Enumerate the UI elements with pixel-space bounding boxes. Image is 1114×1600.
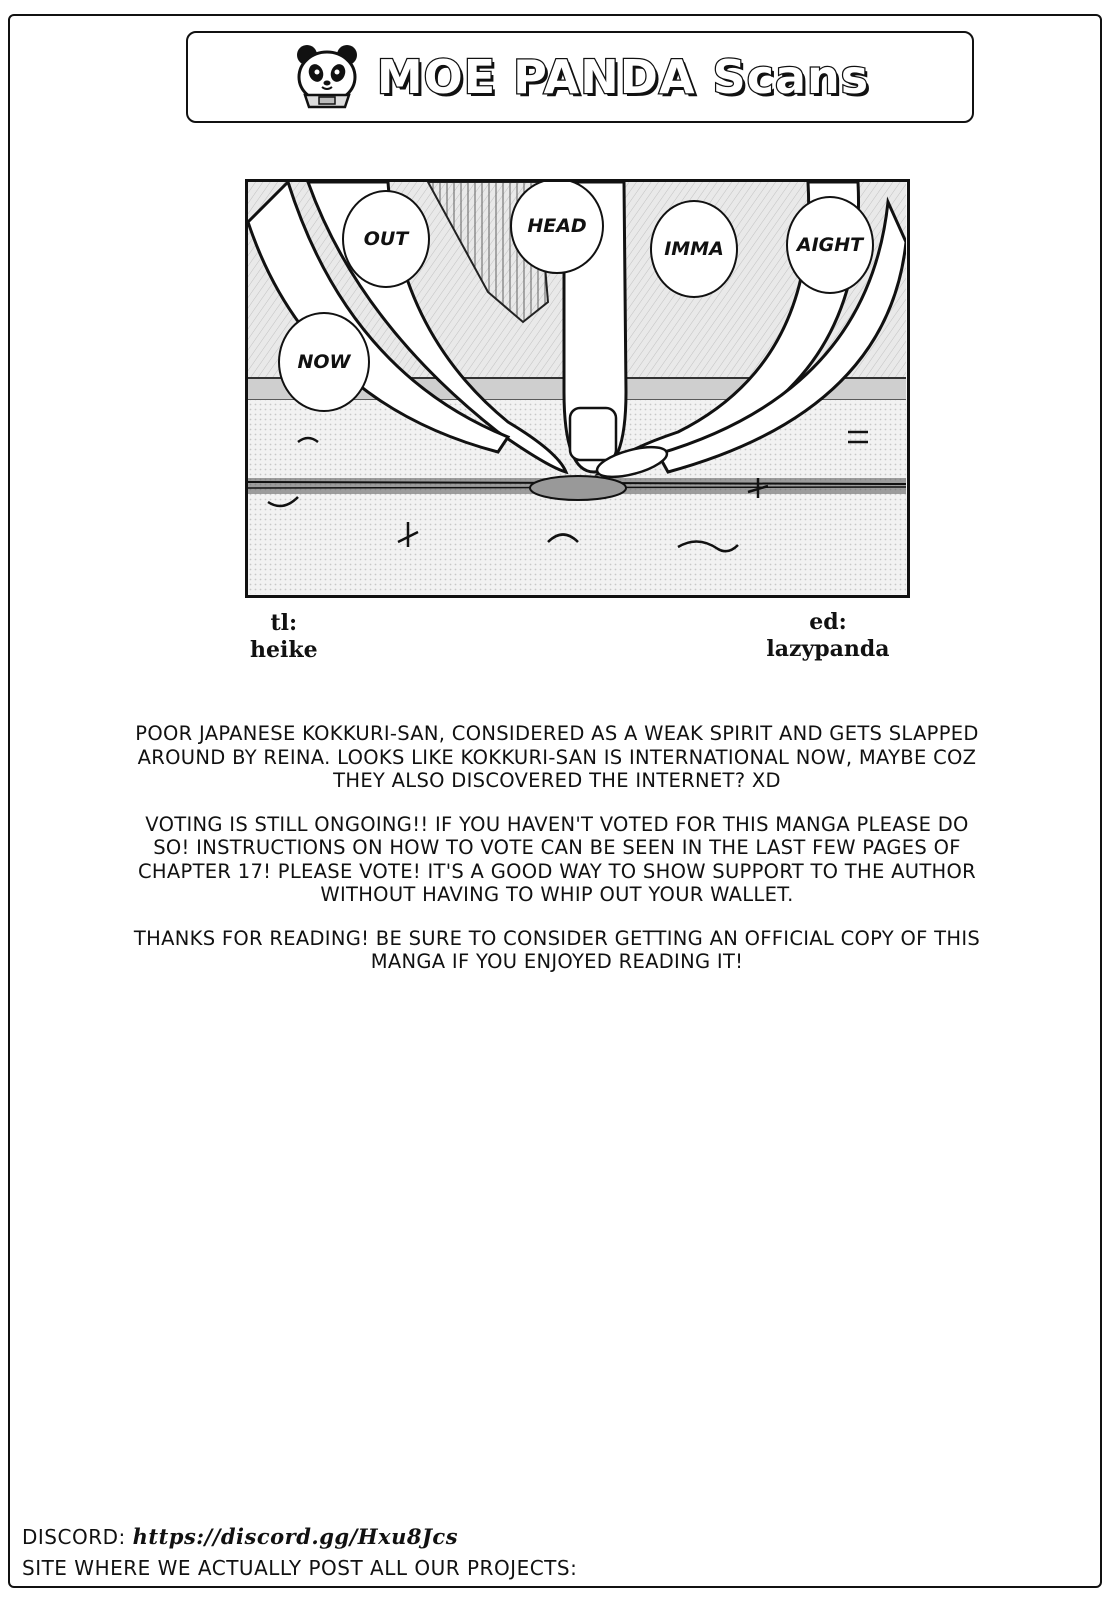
discord-label: DISCORD: — [22, 1525, 126, 1549]
translator-credit — [250, 610, 318, 664]
speech-bubble: AIGHT — [786, 196, 874, 294]
site-label: SITE WHERE WE ACTUALLY POST ALL OUR PROJECTS: — [22, 1556, 578, 1580]
panda-logo-icon — [291, 41, 363, 113]
speech-bubble: OUT — [342, 190, 430, 288]
translator-role: tl: — [270, 610, 298, 636]
editor-role: ed: — [809, 609, 847, 635]
editor-credit — [748, 609, 908, 663]
header-title: MOE PANDA Scans — [376, 50, 870, 104]
speech-bubble: NOW — [278, 312, 370, 412]
editor-name: lazypanda — [766, 636, 890, 662]
note-paragraph: VOTING IS STILL ONGOING!! IF YOU HAVEN'T VOTED FOR THIS MANGA PLEASE DO SO! INSTRUCTIONS ON HOW TO VOTE CAN BE SEEN IN THE LAST FEW PAGES OF CHAPTER 17! PLEASE VOTE! IT'S A GOOD WAY TO SHOW SUPPORT TO THE AUTHOR WITHOUT HAVING TO WHIP OUT YOUR WALLET. — [138, 812, 976, 906]
note-paragraph: POOR JAPANESE KOKKURI-SAN, CONSIDERED AS A WEAK SPIRIT AND GETS SLAPPED AROUND BY REINA. LOOKS LIKE KOKKURI-SAN IS INTERNATIONAL NOW, MAYBE COZ THEY ALSO DISCOVERED THE INTERNET? XD — [135, 722, 979, 792]
translator-name: heike — [250, 637, 318, 663]
header-banner — [186, 31, 974, 123]
discord-link[interactable]: https://discord.gg/Hxu8Jcs — [132, 1524, 459, 1549]
speech-bubble: IMMA — [650, 200, 738, 298]
speech-bubble: HEAD — [510, 179, 604, 274]
manga-panel — [245, 179, 910, 598]
note-paragraph: THANKS FOR READING! BE SURE TO CONSIDER GETTING AN OFFICIAL COPY OF THIS MANGA IF YOU ENJOYED READING IT! — [133, 926, 981, 973]
discord-line — [22, 1524, 458, 1549]
site-line — [22, 1556, 577, 1580]
translator-notes — [130, 722, 984, 994]
